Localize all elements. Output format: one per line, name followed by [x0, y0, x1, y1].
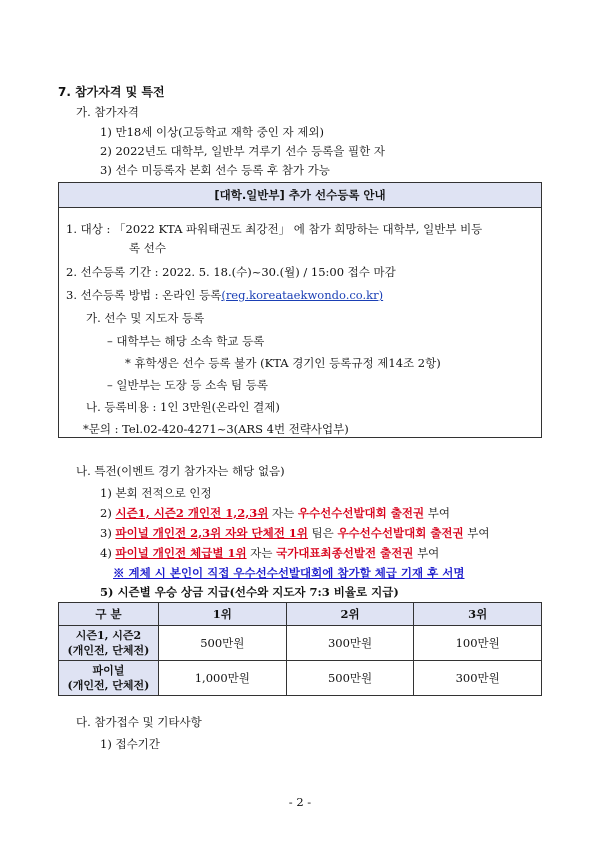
prize-header-category: 구 분	[59, 603, 159, 626]
prize-row-label-final-line1: 파이널	[92, 664, 125, 677]
benefit-item-3-tail: 부여	[463, 526, 490, 540]
table-row	[59, 661, 542, 696]
benefit-item-4-mid: 자는	[246, 546, 277, 560]
box-line-method	[66, 287, 383, 303]
prize-cell: 300만원	[286, 626, 414, 661]
prize-cell: 500만원	[286, 661, 414, 696]
benefit-item-1: 1) 본회 전적으로 인정	[100, 486, 212, 500]
benefit-item-2-tail: 부여	[424, 506, 450, 520]
benefit-item-2-num: 2)	[100, 506, 116, 520]
prize-cell: 500만원	[158, 626, 286, 661]
box-line-contact: *문의 : Tel.02-420-4271~3(ARS 4번 전략사업부)	[83, 422, 349, 436]
qualification-item-1: 1) 만18세 이상(고등학교 재학 중인 자 제외)	[100, 125, 324, 139]
registration-info-box	[58, 182, 542, 438]
prize-table	[58, 602, 542, 696]
subsection-heading-ga: 가. 참가자격	[76, 105, 139, 119]
box-line-player-coach: 가. 선수 및 지도자 등록	[86, 311, 205, 325]
prize-table-header-row	[59, 603, 542, 626]
prize-cell: 1,000만원	[158, 661, 286, 696]
section-title: 7. 참가자격 및 특전	[58, 85, 165, 99]
benefit-item-4-tail: 부여	[413, 546, 440, 560]
qualification-item-3: 3) 선수 미등록자 본회 선수 등록 후 참가 가능	[100, 163, 330, 177]
box-line-general: – 일반부는 도장 등 소속 팀 등록	[107, 378, 268, 392]
benefit-item-3	[100, 525, 490, 541]
box-line-target: 1. 대상 : 「2022 KTA 파워태권도 최강전」 에 참가 희망하는 대학부, 일반부 비등	[66, 222, 483, 236]
prize-row-label-season	[59, 626, 159, 661]
box-line-university: – 대학부는 해당 소속 학교 등록	[107, 334, 265, 348]
prize-cell: 100만원	[414, 626, 542, 661]
benefit-item-5: 5) 시즌별 우승 상금 지급(선수와 지도자 7:3 비율로 지급)	[100, 585, 399, 599]
benefit-item-4-reward: 국가대표최종선발전 출전권	[276, 546, 414, 560]
qualification-item-2: 2) 2022년도 대학부, 일반부 겨루기 선수 등록을 필한 자	[100, 144, 386, 158]
benefit-item-3-mid: 팀은	[307, 526, 338, 540]
benefit-item-3-reward: 우수선수선발대회 출전권	[337, 526, 464, 540]
subsection-heading-na: 나. 특전(이벤트 경기 참가자는 해당 없음)	[76, 464, 285, 478]
application-item-1: 1) 접수기간	[100, 737, 160, 751]
prize-row-label-season-line2: (개인전, 단체전)	[67, 644, 150, 657]
prize-row-label-season-line1: 시즌1, 시즌2	[75, 629, 142, 642]
registration-box-title: [대학.일반부] 추가 선수등록 안내	[59, 183, 541, 208]
box-line-period: 2. 선수등록 기간 : 2022. 5. 18.(수)~30.(월) / 15:00 접수 마감	[66, 265, 396, 279]
benefit-item-4-num: 4)	[100, 546, 116, 560]
prize-header-first: 1위	[158, 603, 286, 626]
weigh-in-note: ※ 계체 시 본인이 직접 우수선수선발대회에 참가할 체급 기재 후 서명	[113, 566, 465, 580]
benefit-item-3-target: 파이널 개인전 2,3위 자와 단체전 1위	[115, 526, 308, 540]
box-line-target-cont: 록 선수	[129, 241, 166, 255]
registration-link[interactable]: (reg.koreataekwondo.co.kr)	[221, 288, 384, 302]
box-line-fee: 나. 등록비용 : 1인 3만원(온라인 결제)	[86, 400, 280, 414]
benefit-item-4-target: 파이널 개인전 체급별 1위	[115, 546, 247, 560]
prize-cell: 300만원	[414, 661, 542, 696]
benefit-item-3-num: 3)	[100, 526, 116, 540]
benefit-item-2-mid: 자는	[268, 506, 298, 520]
prize-row-label-final	[59, 661, 159, 696]
page-number: - 2 -	[288, 795, 312, 809]
subsection-heading-da: 다. 참가접수 및 기타사항	[76, 715, 202, 729]
box-line-leave-note: * 휴학생은 선수 등록 불가 (KTA 경기인 등록규정 제14조 2항)	[125, 356, 441, 370]
table-row	[59, 626, 542, 661]
benefit-item-2	[100, 505, 450, 521]
box-line-method-label: 3. 선수등록 방법 : 온라인 등록	[66, 288, 222, 302]
prize-header-second: 2위	[286, 603, 414, 626]
prize-row-label-final-line2: (개인전, 단체전)	[67, 679, 150, 692]
benefit-item-2-target: 시즌1, 시즌2 개인전 1,2,3위	[115, 506, 269, 520]
benefit-item-2-reward: 우수선수선발대회 출전권	[297, 506, 425, 520]
benefit-item-4	[100, 545, 439, 561]
prize-header-third: 3위	[414, 603, 542, 626]
